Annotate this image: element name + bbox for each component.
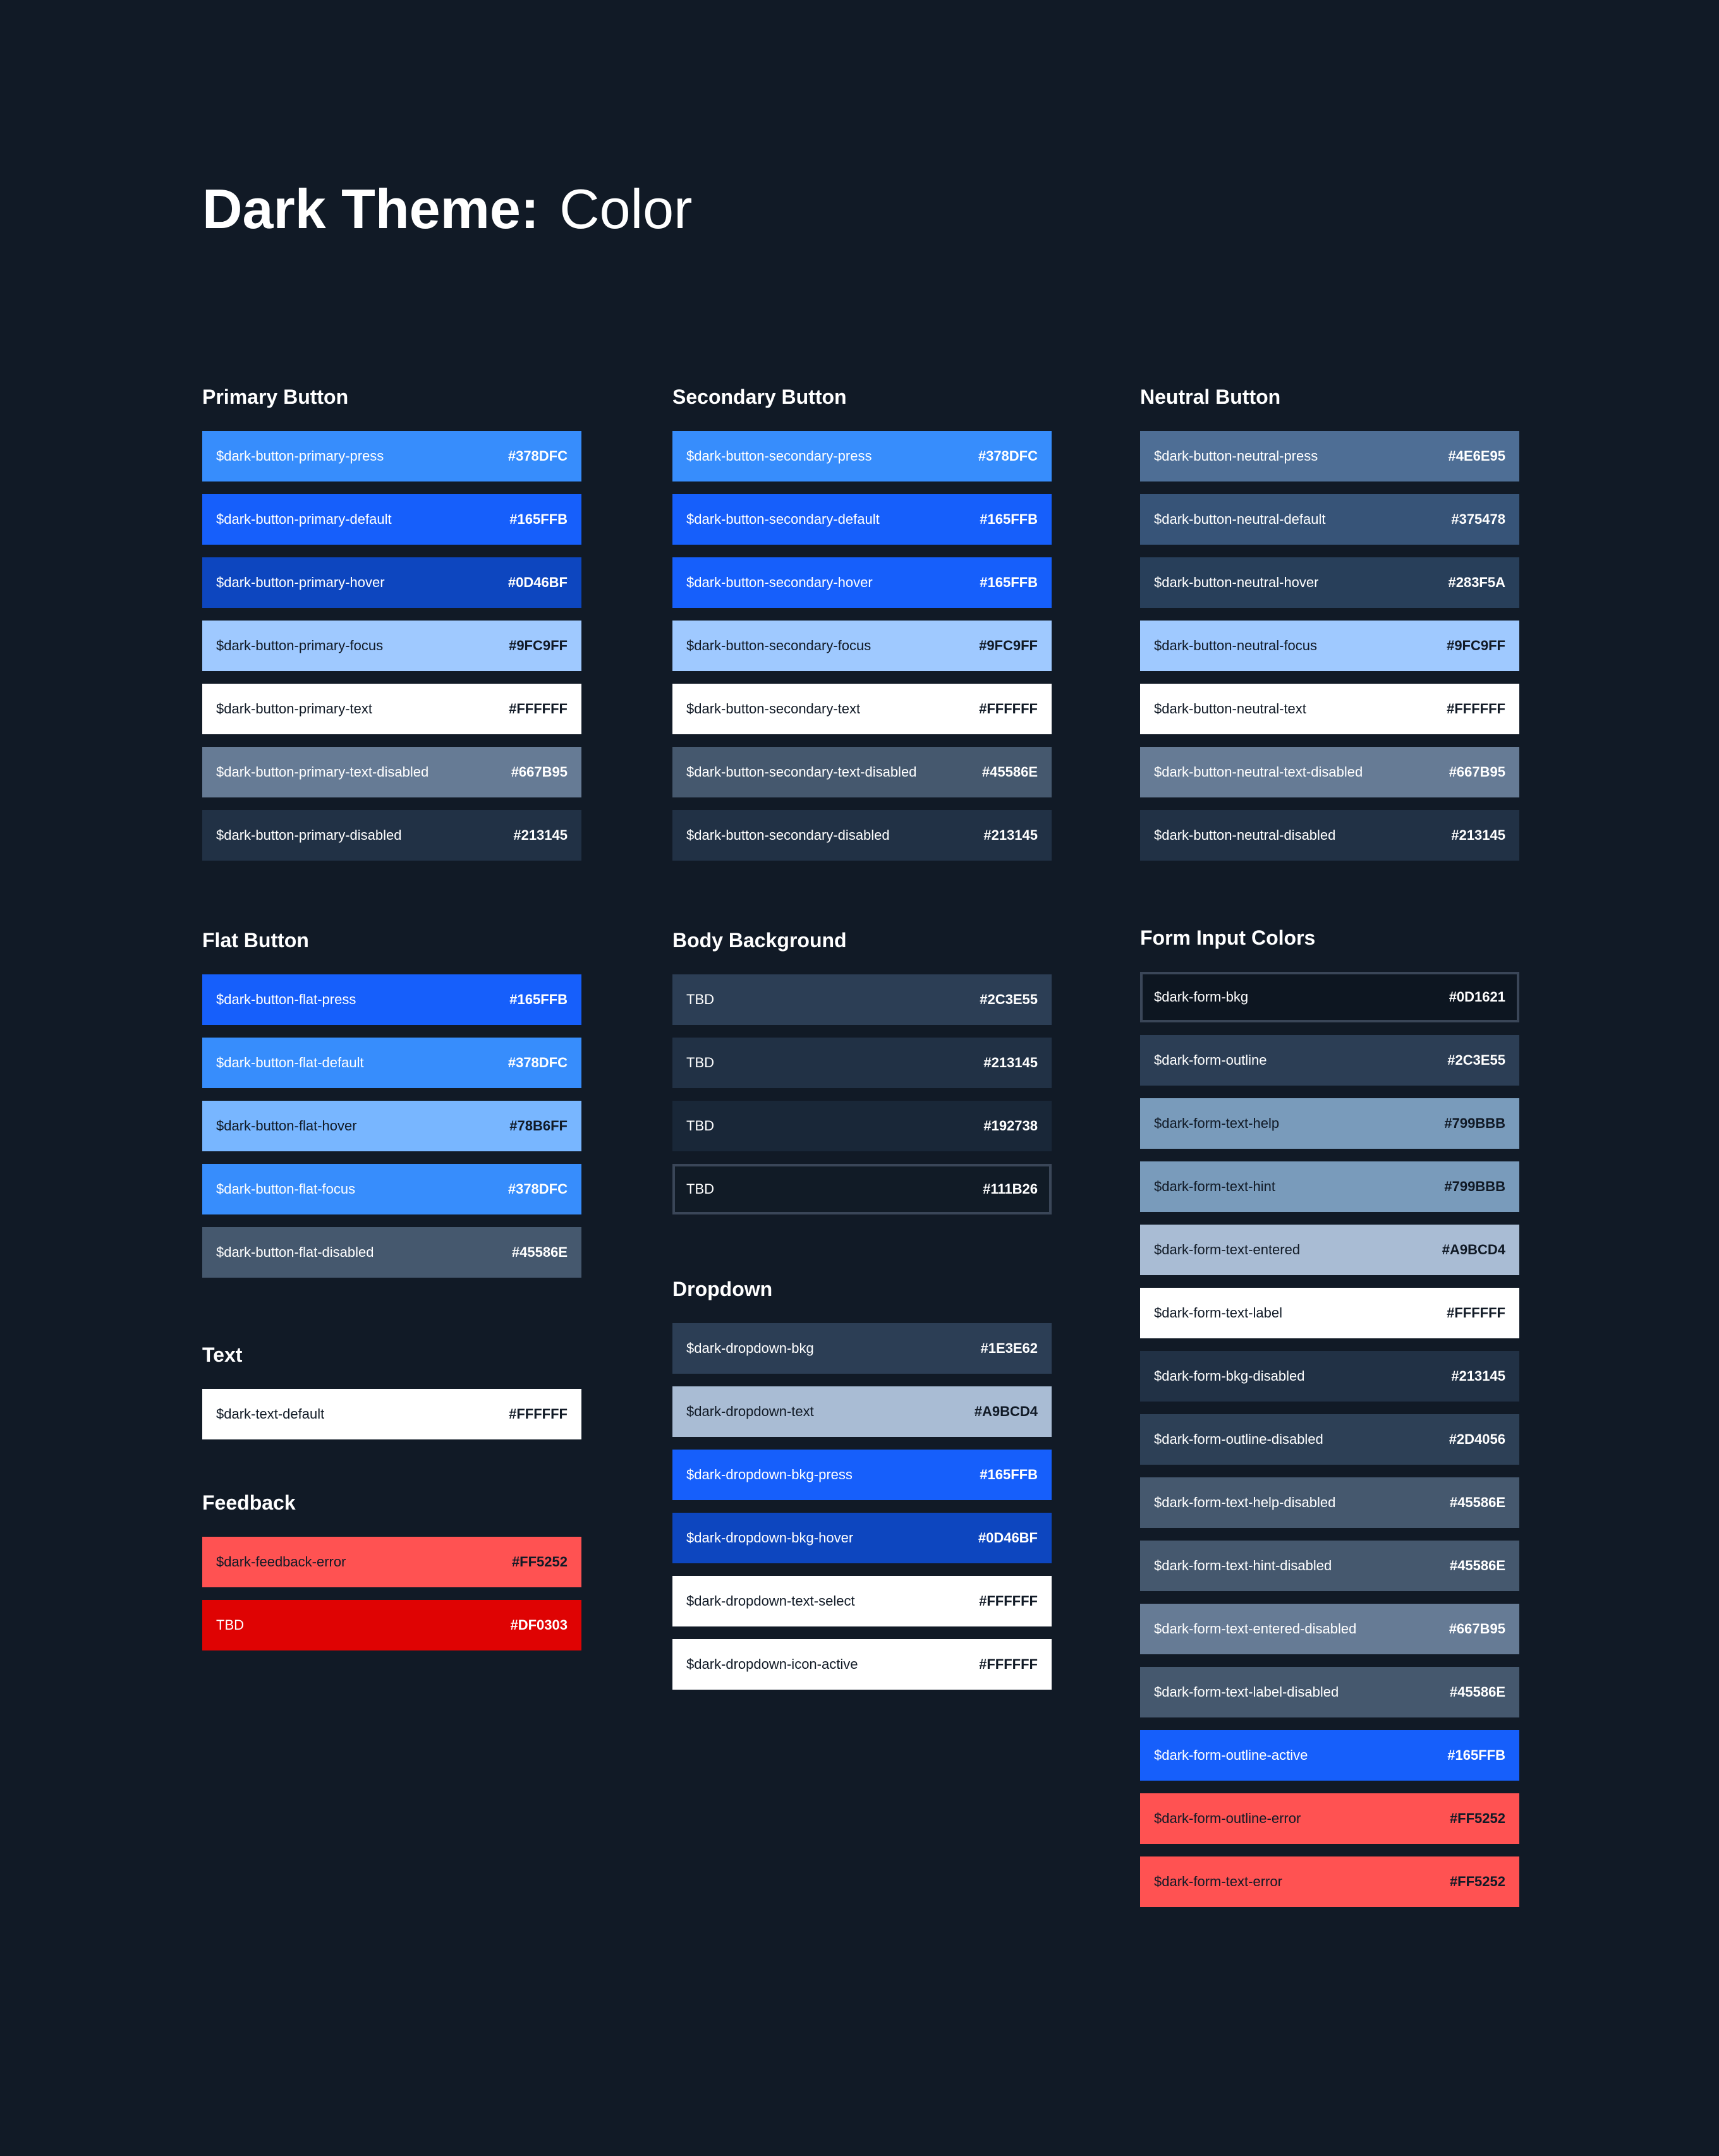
swatch-hex-value: #FFFFFF	[979, 1656, 1038, 1672]
section-body-background	[672, 928, 1052, 1227]
color-swatch	[672, 1164, 1052, 1214]
swatch-hex-value: #111B26	[983, 1181, 1038, 1197]
swatch-token-name: $dark-button-primary-focus	[216, 638, 384, 653]
swatch-token-name: $dark-button-neutral-text	[1154, 701, 1306, 717]
swatch-hex-value: #FF5252	[1449, 1810, 1505, 1826]
section-neutral-button	[1140, 384, 1519, 873]
swatch-hex-value: #45586E	[981, 764, 1038, 780]
swatch-hex-value: #FFFFFF	[979, 1593, 1038, 1609]
swatch-hex-value: #213145	[513, 827, 568, 843]
color-swatch	[202, 1537, 581, 1587]
swatch-hex-value: #FF5252	[511, 1554, 568, 1570]
swatch-hex-value: #165FFB	[980, 574, 1038, 590]
page-title-bold: Dark Theme:	[202, 178, 540, 240]
swatch-token-name: $dark-form-text-help-disabled	[1154, 1494, 1336, 1510]
swatch-token-name: $dark-form-outline-active	[1154, 1747, 1308, 1763]
swatch-token-name: $dark-button-neutral-focus	[1154, 638, 1318, 653]
swatch-hex-value: #667B95	[1449, 1621, 1505, 1637]
swatch-hex-value: #9FC9FF	[979, 638, 1038, 653]
swatch-token-name: $dark-button-neutral-text-disabled	[1154, 764, 1363, 780]
color-swatch	[672, 1576, 1052, 1626]
swatch-hex-value: #165FFB	[1447, 1747, 1505, 1763]
swatch-hex-value: #0D46BF	[978, 1530, 1038, 1546]
swatch-hex-value: #0D46BF	[507, 574, 568, 590]
swatch-token-name: $dark-button-secondary-default	[686, 511, 880, 527]
swatch-token-name: $dark-button-primary-disabled	[216, 827, 402, 843]
swatch-token-name: TBD	[686, 1055, 714, 1070]
swatch-token-name: $dark-button-primary-text-disabled	[216, 764, 429, 780]
swatch-hex-value: #213145	[983, 827, 1038, 843]
swatch-token-name: $dark-dropdown-text	[686, 1403, 814, 1419]
color-swatch	[672, 557, 1052, 608]
swatch-token-name: $dark-button-secondary-hover	[686, 574, 873, 590]
swatch-hex-value: #A9BCD4	[1442, 1242, 1505, 1257]
color-swatch	[202, 621, 581, 671]
swatch-token-name: $dark-button-flat-focus	[216, 1181, 356, 1197]
swatch-hex-value: #213145	[983, 1055, 1038, 1070]
swatch-token-name: TBD	[686, 991, 714, 1007]
color-swatch	[202, 747, 581, 797]
swatch-hex-value: #667B95	[511, 764, 568, 780]
section-title: Form Input Colors	[1140, 926, 1316, 949]
color-swatch	[1140, 557, 1519, 608]
swatch-hex-value: #45586E	[511, 1244, 568, 1260]
swatch-hex-value: #2C3E55	[980, 991, 1038, 1007]
color-swatch	[672, 1386, 1052, 1437]
swatch-hex-value: #165FFB	[980, 1467, 1038, 1482]
swatch-token-name: $dark-text-default	[216, 1406, 325, 1422]
swatch-token-name: $dark-form-text-label-disabled	[1154, 1684, 1339, 1700]
swatch-token-name: $dark-form-outline-error	[1154, 1810, 1301, 1826]
swatch-token-name: $dark-button-flat-press	[216, 991, 356, 1007]
swatch-token-name: $dark-form-text-hint-disabled	[1154, 1558, 1332, 1573]
color-swatch	[672, 810, 1052, 861]
swatch-token-name: $dark-button-secondary-text-disabled	[686, 764, 917, 780]
swatch-token-name: $dark-form-bkg	[1154, 989, 1249, 1005]
section-secondary-button	[672, 384, 1052, 873]
swatch-token-name: $dark-button-neutral-disabled	[1154, 827, 1336, 843]
color-swatch	[202, 684, 581, 734]
section-feedback	[202, 1490, 581, 1663]
color-swatch	[202, 557, 581, 608]
swatch-hex-value: #78B6FF	[509, 1118, 568, 1134]
color-swatch	[202, 1164, 581, 1214]
section-title: Neutral Button	[1140, 385, 1281, 408]
color-swatch	[1140, 684, 1519, 734]
swatch-hex-value: #283F5A	[1448, 574, 1505, 590]
section-title: Flat Button	[202, 929, 309, 952]
color-swatch	[1140, 494, 1519, 545]
swatch-token-name: $dark-dropdown-icon-active	[686, 1656, 858, 1672]
color-swatch	[202, 810, 581, 861]
color-swatch	[202, 431, 581, 481]
swatch-token-name: $dark-button-neutral-default	[1154, 511, 1326, 527]
swatch-token-name: $dark-dropdown-bkg-hover	[686, 1530, 854, 1546]
swatch-hex-value: #FF5252	[1449, 1874, 1505, 1889]
swatch-token-name: $dark-form-text-hint	[1154, 1178, 1275, 1194]
swatch-token-name: $dark-form-outline-disabled	[1154, 1431, 1323, 1447]
color-swatch	[1140, 1477, 1519, 1528]
swatch-hex-value: #378DFC	[978, 448, 1038, 464]
swatch-hex-value: #FFFFFF	[1447, 1305, 1505, 1321]
color-swatch	[672, 974, 1052, 1025]
color-swatch	[1140, 1604, 1519, 1654]
color-swatch	[1140, 1414, 1519, 1465]
swatch-token-name: $dark-button-secondary-press	[686, 448, 872, 464]
color-swatch	[1140, 1856, 1519, 1907]
color-swatch	[1140, 747, 1519, 797]
swatch-token-name: $dark-button-flat-default	[216, 1055, 364, 1070]
section-title: Primary Button	[202, 385, 349, 408]
swatch-token-name: $dark-button-primary-hover	[216, 574, 385, 590]
color-swatch	[202, 494, 581, 545]
swatch-hex-value: #192738	[983, 1118, 1038, 1134]
swatch-token-name: TBD	[216, 1617, 244, 1633]
section-title: Secondary Button	[672, 385, 847, 408]
section-flat-button	[202, 928, 581, 1290]
color-swatch	[202, 1101, 581, 1151]
color-swatch	[202, 1227, 581, 1278]
swatch-hex-value: #2D4056	[1449, 1431, 1505, 1447]
color-swatch	[672, 1323, 1052, 1374]
color-swatch	[1140, 1793, 1519, 1844]
swatch-token-name: $dark-form-text-label	[1154, 1305, 1282, 1321]
swatch-token-name: $dark-button-neutral-hover	[1154, 574, 1319, 590]
swatch-hex-value: #165FFB	[509, 991, 568, 1007]
swatch-hex-value: #0D1621	[1449, 989, 1505, 1005]
color-swatch	[1140, 1098, 1519, 1149]
swatch-hex-value: #45586E	[1449, 1558, 1505, 1573]
color-swatch	[672, 621, 1052, 671]
color-swatch	[1140, 431, 1519, 481]
color-swatch	[672, 1513, 1052, 1563]
color-swatch	[1140, 1035, 1519, 1086]
swatch-hex-value: #FFFFFF	[509, 1406, 568, 1422]
swatch-token-name: $dark-dropdown-text-select	[686, 1593, 855, 1609]
color-swatch	[672, 1639, 1052, 1690]
color-swatch	[1140, 972, 1519, 1022]
section-title: Dropdown	[672, 1278, 773, 1300]
swatch-token-name: $dark-button-secondary-text	[686, 701, 861, 717]
swatch-token-name: $dark-button-primary-press	[216, 448, 384, 464]
color-swatch	[202, 1389, 581, 1439]
swatch-hex-value: #2C3E55	[1447, 1052, 1505, 1068]
swatch-hex-value: #378DFC	[507, 1181, 568, 1197]
swatch-token-name: $dark-form-text-help	[1154, 1115, 1280, 1131]
section-dropdown	[672, 1276, 1052, 1702]
color-swatch	[202, 1600, 581, 1650]
swatch-token-name: $dark-form-outline	[1154, 1052, 1267, 1068]
swatch-hex-value: #45586E	[1449, 1684, 1505, 1700]
swatch-hex-value: #FFFFFF	[979, 701, 1038, 717]
color-swatch	[1140, 1730, 1519, 1781]
swatch-hex-value: #A9BCD4	[974, 1403, 1038, 1419]
swatch-hex-value: #9FC9FF	[509, 638, 568, 653]
swatch-hex-value: #FFFFFF	[509, 701, 568, 717]
swatch-token-name: $dark-button-primary-default	[216, 511, 392, 527]
swatch-token-name: $dark-button-flat-hover	[216, 1118, 357, 1134]
swatch-hex-value: #799BBB	[1444, 1115, 1505, 1131]
color-swatch	[672, 747, 1052, 797]
swatch-hex-value: #667B95	[1449, 764, 1505, 780]
swatch-hex-value: #378DFC	[507, 448, 568, 464]
swatch-token-name: $dark-form-text-error	[1154, 1874, 1282, 1889]
color-swatch	[1140, 1288, 1519, 1338]
swatch-token-name: $dark-dropdown-bkg	[686, 1340, 814, 1356]
color-swatch	[1140, 810, 1519, 861]
swatch-hex-value: #DF0303	[510, 1617, 568, 1633]
section-title: Text	[202, 1343, 243, 1366]
swatch-token-name: $dark-button-primary-text	[216, 701, 372, 717]
color-swatch	[672, 494, 1052, 545]
swatch-hex-value: #1E3E62	[980, 1340, 1038, 1356]
swatch-hex-value: #165FFB	[509, 511, 568, 527]
color-swatch	[672, 1038, 1052, 1088]
section-title: Feedback	[202, 1491, 296, 1514]
swatch-token-name: TBD	[686, 1118, 714, 1134]
section-form-input-colors	[1140, 925, 1519, 1920]
color-swatch	[672, 1450, 1052, 1500]
swatch-hex-value: #799BBB	[1444, 1178, 1505, 1194]
swatch-token-name: TBD	[686, 1181, 714, 1197]
color-swatch	[1140, 621, 1519, 671]
color-swatch	[1140, 1667, 1519, 1717]
swatch-token-name: $dark-dropdown-bkg-press	[686, 1467, 853, 1482]
swatch-token-name: $dark-button-secondary-disabled	[686, 827, 890, 843]
swatch-token-name: $dark-form-text-entered	[1154, 1242, 1301, 1257]
swatch-hex-value: #165FFB	[980, 511, 1038, 527]
swatch-token-name: $dark-form-text-entered-disabled	[1154, 1621, 1357, 1637]
swatch-token-name: $dark-form-bkg-disabled	[1154, 1368, 1305, 1384]
section-text	[202, 1342, 581, 1452]
color-swatch	[672, 1101, 1052, 1151]
color-swatch	[202, 1038, 581, 1088]
swatch-hex-value: #45586E	[1449, 1494, 1505, 1510]
swatch-token-name: $dark-button-secondary-focus	[686, 638, 872, 653]
color-swatch	[1140, 1161, 1519, 1212]
section-title: Body Background	[672, 929, 847, 952]
swatch-hex-value: #9FC9FF	[1447, 638, 1505, 653]
swatch-hex-value: #375478	[1451, 511, 1505, 527]
color-swatch	[202, 974, 581, 1025]
swatch-token-name: $dark-feedback-error	[216, 1554, 346, 1570]
page-title-light: Color	[559, 178, 693, 240]
color-swatch	[672, 684, 1052, 734]
swatch-hex-value: #378DFC	[507, 1055, 568, 1070]
color-swatch	[672, 431, 1052, 481]
swatch-hex-value: #4E6E95	[1448, 448, 1505, 464]
section-primary-button	[202, 384, 581, 873]
color-swatch	[1140, 1351, 1519, 1402]
color-swatch	[1140, 1541, 1519, 1591]
page-title	[202, 174, 692, 244]
swatch-token-name: $dark-button-flat-disabled	[216, 1244, 374, 1260]
swatch-hex-value: #213145	[1451, 827, 1505, 843]
swatch-hex-value: #FFFFFF	[1447, 701, 1505, 717]
swatch-token-name: $dark-button-neutral-press	[1154, 448, 1318, 464]
swatch-hex-value: #213145	[1451, 1368, 1505, 1384]
color-swatch	[1140, 1225, 1519, 1275]
